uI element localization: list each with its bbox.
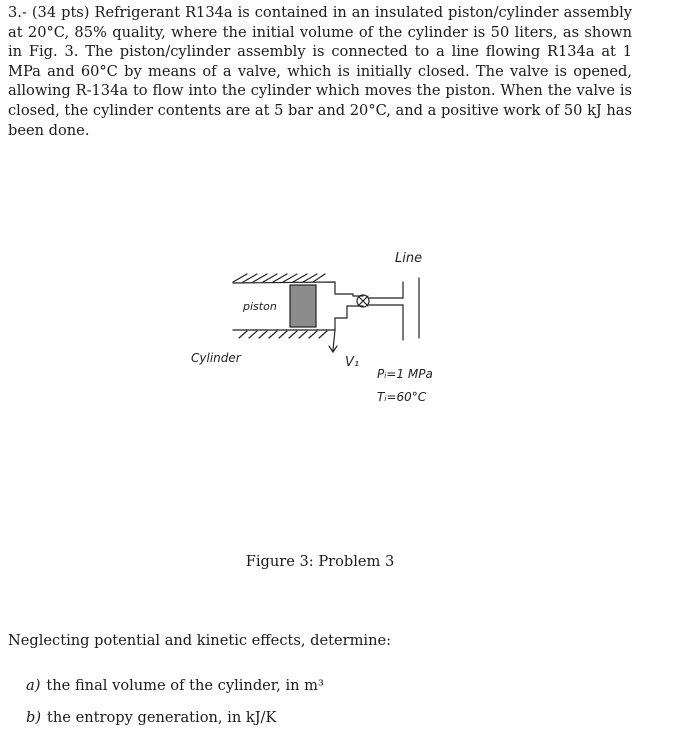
cylinder-bottom-wall [233,318,335,330]
line-pipe [403,278,419,340]
figure-caption: Figure 3: Problem 3 [245,553,395,570]
piston-block [290,285,316,327]
top-wall-hatch [233,274,325,282]
question-b-text: the entropy generation, in kJ/K [47,709,277,726]
bottom-wall-hatch [239,331,327,338]
piston-cylinder-figure [185,238,465,422]
question-a-label: a) [26,677,41,694]
pipe-lower [335,306,363,318]
label-line: Line [395,251,423,266]
question-a [26,677,324,694]
figure-sketch [185,238,465,418]
question-b [26,709,276,726]
cylinder-top-wall [233,282,335,294]
pipe-upper [335,294,363,296]
question-prompt: Neglecting potential and kinetic effects, determine: [8,632,392,649]
question-b-label: b) [26,709,42,726]
label-piston: piston [243,300,277,313]
label-cylinder: Cylinder [191,351,241,365]
label-inlet-temperature: Tᵢ=60°C [377,390,427,404]
label-inlet-pressure: Pᵢ=1 MPa [377,367,433,381]
question-a-text: the final volume of the cylinder, in m³ [46,677,324,694]
problem-statement: 3.- (34 pts) Refrigerant R134a is contained in an insulated piston/cylinder assembly at 20°C, 85% quality, where the initial volume of the cylinder is 50 liters, as shown in Fig. 3. The piston/cylinder assembly is connected to a line flowing R134a at 1 MPa and 60°C by means of a valve, which is initially closed. The valve is opened, allowing R-134a to flow into the cylinder which moves the piston. When the valve is closed, the cylinder contents are at 5 bar and 20°C, and a positive work of 50 kJ has been done. [8,4,632,139]
label-v1: V₁ [345,355,360,370]
